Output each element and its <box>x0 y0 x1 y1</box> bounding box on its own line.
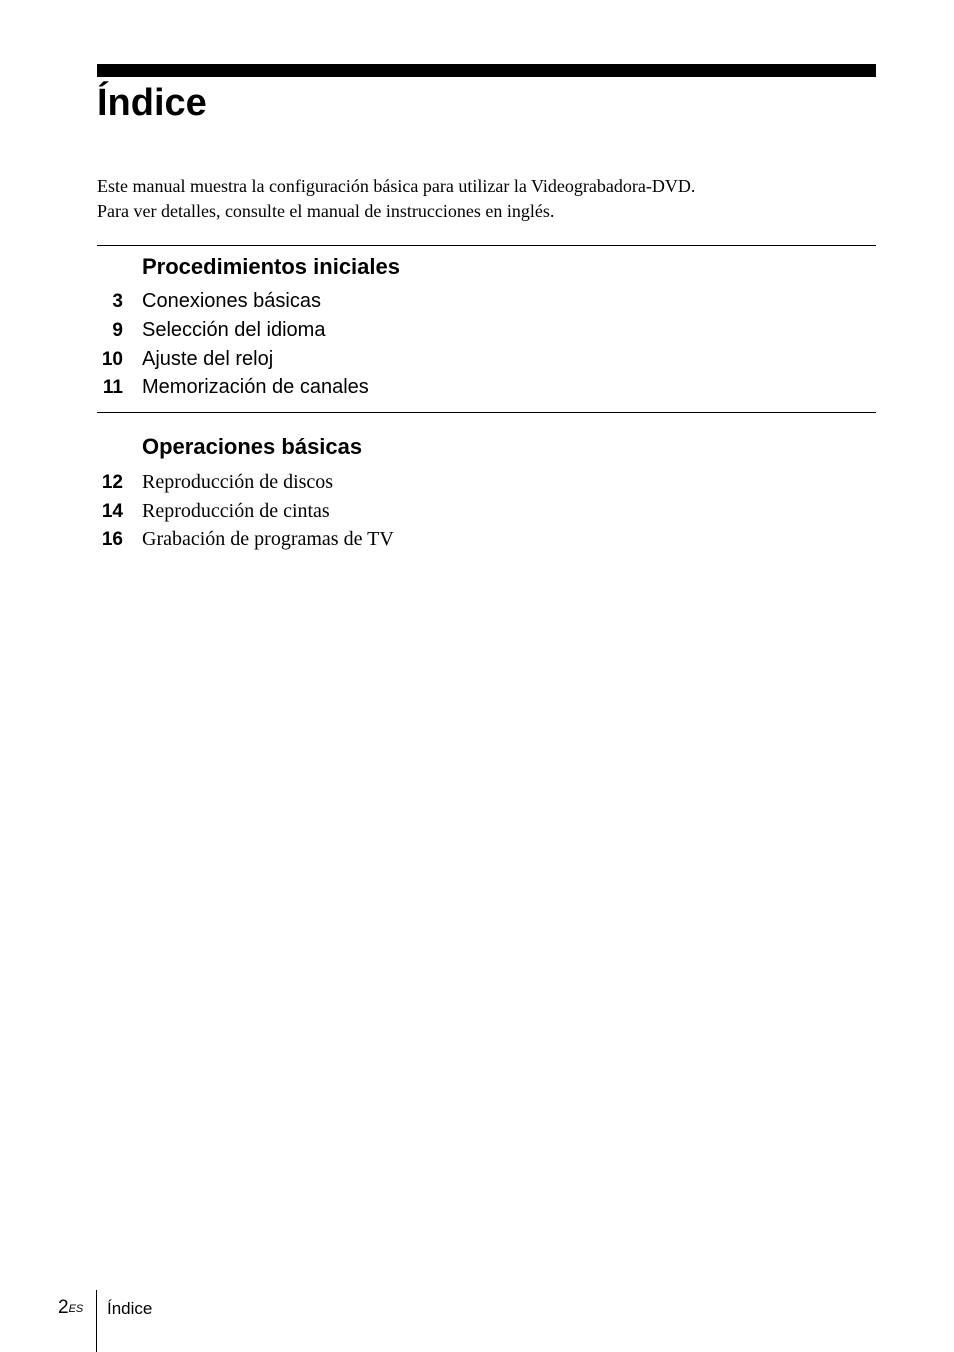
toc-entry-label: Ajuste del reloj <box>142 348 274 370</box>
section-title-operaciones: Operaciones básicas <box>142 434 363 459</box>
section-divider <box>97 412 876 413</box>
toc-entry[interactable] <box>97 373 369 402</box>
toc-entry[interactable] <box>97 287 321 316</box>
toc-page-number: 3 <box>112 290 123 312</box>
intro-line: Este manual muestra la configuración básica para utilizar la Videograbadora-DVD. <box>97 176 696 196</box>
footer-page-number <box>58 1296 83 1320</box>
section-divider <box>97 245 876 246</box>
toc-page-number: 14 <box>101 500 123 522</box>
toc-entry[interactable] <box>97 345 274 374</box>
toc-page-number: 12 <box>101 471 123 493</box>
intro-line: Para ver detalles, consulte el manual de instrucciones en inglés. <box>97 201 555 221</box>
toc-entry-label: Conexiones básicas <box>142 290 321 312</box>
toc-page-number: 11 <box>102 376 123 398</box>
intro-text <box>97 174 876 224</box>
toc-entry-label: Selección del idioma <box>142 319 326 341</box>
toc-entry-label: Reproducción de discos <box>142 471 334 493</box>
toc-page-number: 9 <box>112 319 123 341</box>
footer-section-label: Índice <box>107 1299 153 1318</box>
page-title: Índice <box>97 82 207 124</box>
toc-entry-label: Memorización de canales <box>142 376 369 398</box>
title-bar-rule <box>97 64 876 77</box>
toc-entry[interactable] <box>97 316 326 345</box>
toc-entry[interactable] <box>97 497 330 526</box>
page-language-suffix: ES <box>68 1303 84 1315</box>
section-title-procedimientos: Procedimientos iniciales <box>142 254 400 279</box>
page-number: 2 <box>58 1297 69 1318</box>
toc-entry[interactable] <box>97 468 334 497</box>
toc-page-number: 10 <box>101 348 123 370</box>
toc-page-number: 16 <box>101 528 123 550</box>
toc-entry[interactable] <box>97 525 394 554</box>
toc-entry-label: Reproducción de cintas <box>142 500 330 522</box>
footer-divider <box>96 1290 97 1352</box>
toc-entry-label: Grabación de programas de TV <box>142 528 394 550</box>
